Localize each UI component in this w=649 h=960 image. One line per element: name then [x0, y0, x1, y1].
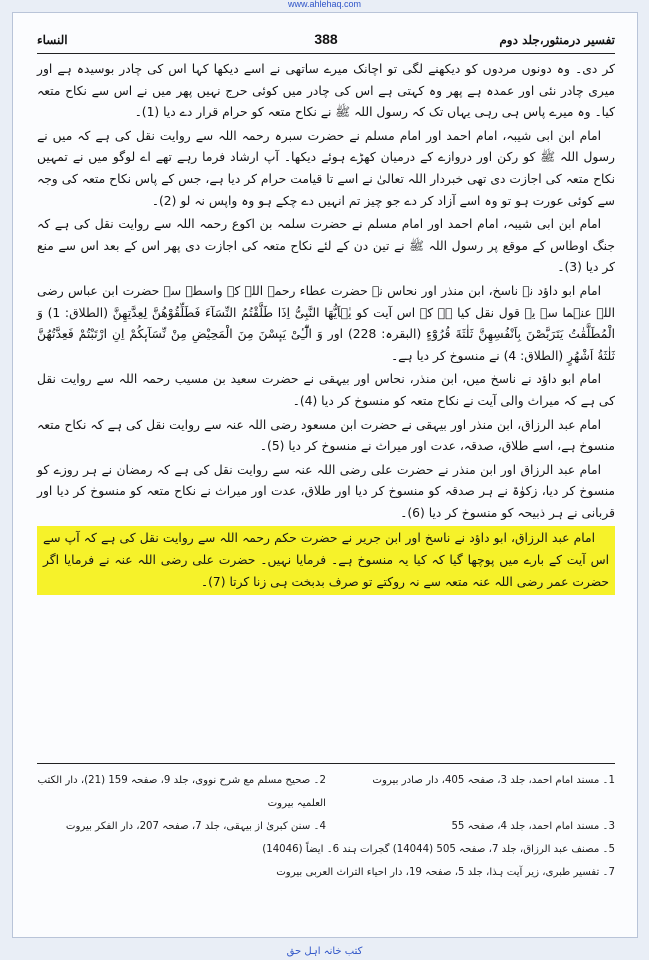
paragraph-1: کر دی۔ وہ دونوں مردوں کو دیکھنے لگی تو اچانک میرے ساتھی نے اسے دیکھا کہا اس کی چادر بوسیدہ ہے اور میری چادر نئی اور عمدہ ہے پھر وہ کہتی ہے اس کی چادر میں کوئی حرج نہیں پھر میں نے اس سے نکاح متعہ کیا۔ وہ میرے پاس ہی رہی یہاں تک کہ رسول اللہ ﷺ نے نکاح متعہ کو حرام قرار دے دیا (1)۔	[37, 62, 615, 120]
footnote-row	[37, 769, 615, 815]
paragraph-4: امام ابو داؤد نے ناسخ، ابن منذر اور نحاس نے حضرت عطاء رحمہ اللہ کے واسطہ سے حضرت ابن عباس رضی اللہ عنہما سے یہ قول نقل کیا ہے کہ اس آیت کو یٰۤاَیُّهَا النَّبِیُّ اِذَا طَلَّقْتُمُ النِّسَآءَ فَطَلِّقُوْهُنَّ لِعِدَّتِهِنَّ (الطلاق: 1) وَ الْمُطَلَّقٰتُ یَتَرَبَّصْنَ بِاَنْفُسِهِنَّ ثَلٰثَةَ قُرُوْٓءٍ (البقرہ: 228) اور وَ الّٰٓـِٔیْ یَىٕسْنَ مِنَ الْمَحِیْضِ مِنْ نِّسَآىٕكُمْ اِنِ ارْتَبْتُمْ فَعِدَّتُهُنَّ ثَلٰثَةُ اَشْهُرٍ (الطلاق: 4) نے منسوخ کر دیا ہے۔	[37, 283, 616, 363]
footnote-1: 1۔ مسند امام احمد، جلد 3، صفحہ 405، دار صادر بیروت	[372, 775, 615, 786]
footnotes	[37, 769, 615, 884]
footnote-5-6: 5۔ مصنف عبد الرزاق، جلد 7، صفحہ 505 (14044) گجرات ہند 6۔ ایضاً (14046)	[262, 844, 615, 855]
bottom-caption: کتب خانہ اہل حق	[286, 946, 363, 957]
page-number: 388	[314, 31, 338, 47]
footnote-7: 7۔ تفسیر طبری، زیر آیت ہذا، جلد 5، صفحہ 19، دار احیاء التراث العربی بیروت	[276, 867, 615, 878]
paragraph-5: امام ابو داؤد نے ناسخ میں، ابن منذر، نحاس اور بیہقی نے حضرت سعید بن مسیب رحمہ اللہ سے روایت نقل کی ہے کہ میراث والی آیت نے نکاح متعہ کو منسوخ کر دیا (4)۔	[37, 372, 615, 408]
footnote-divider	[37, 763, 615, 764]
highlighted-paragraph: امام عبد الرزاق، ابو داؤد نے ناسخ اور ابن جریر نے حضرت حکم رحمہ اللہ سے روایت نقل کی ہے کہ آپ سے اس آیت کے بارے میں پوچھا گیا کہ کیا یہ منسوخ ہے۔ فرمایا نہیں۔ حضرت علی رضی اللہ عنہ نے فرمایا اگر حضرت عمر رضی اللہ عنہ متعہ سے نہ روکتے تو صرف بدبخت ہی زنا کرتا (7)۔	[37, 526, 615, 595]
book-page	[12, 12, 638, 938]
footnote-4: 4۔ سنن کبریٰ از بیہقی، جلد 7، صفحہ 207، دار الفکر بیروت	[65, 821, 326, 832]
page-body	[37, 59, 615, 597]
header-book-title: تفسیر درمنثور،جلد دوم	[499, 33, 615, 47]
header-surah-name: النساء	[37, 33, 68, 47]
paragraph-7: امام عبد الرزاق اور ابن منذر نے حضرت علی رضی اللہ عنہ سے روایت نقل کی ہے کہ رمضان نے ہر روزے کو منسوخ کر دیا، زکوٰۃ نے ہر صدقہ کو منسوخ کر دیا اور طلاق، عدت اور میراث نے نکاح متعہ کو منسوخ کر دیا اور قربانی نے ہر ذبیحہ کو منسوخ کر دیا (6)۔	[37, 462, 615, 520]
header-divider	[37, 53, 615, 54]
footnote-3: 3۔ مسند امام احمد، جلد 4، صفحہ 55	[451, 821, 615, 832]
page-header	[37, 25, 615, 51]
paragraph-3: امام ابن ابی شیبہ، امام احمد اور امام مسلم نے حضرت سلمہ بن اکوع رحمہ اللہ سے روایت نقل کی ہے کہ جنگ اوطاس کے موقع پر رسول اللہ ﷺ نے تین دن کے لئے نکاح متعہ کی اجازت دی پھر اس کے بعد اس سے منع کر دیا (3)۔	[37, 217, 615, 275]
footnote-row	[37, 815, 615, 838]
site-link[interactable]: www.ahlehaq.com	[287, 0, 362, 9]
paragraph-2: امام ابن ابی شیبہ، امام احمد اور امام مسلم نے حضرت سبرہ رحمہ اللہ سے روایت نقل کی ہے کہ میں نے رسول اللہ ﷺ کو رکن اور دروازے کے درمیان کھڑے ہوئے دیکھا۔ آپ ارشاد فرما رہے تھے اے لوگو میں نے تمہیں نکاح متعہ کی اجازت دی تھی خبردار اللہ تعالیٰ نے اسے تا قیامت حرام کر دیا ہے، جس کے پاس نکاح متعہ کی وجہ سے کوئی عورت ہو تو وہ اسے آزاد کر دے جو چیز تم انہیں دے چکے ہو وہ واپس نہ لو (2)۔	[37, 128, 615, 208]
footnote-2: 2۔ صحیح مسلم مع شرح نووی، جلد 9، صفحہ 159 (21)، دار الکتب العلمیہ بیروت	[37, 775, 326, 809]
paragraph-6: امام عبد الرزاق، ابن منذر اور بیہقی نے حضرت ابن مسعود رضی اللہ عنہ سے روایت نقل کی ہے کہ نکاح متعہ منسوخ ہے، اسے طلاق، صدقہ، عدت اور میراث نے منسوخ کر دیا (5)۔	[37, 417, 615, 454]
